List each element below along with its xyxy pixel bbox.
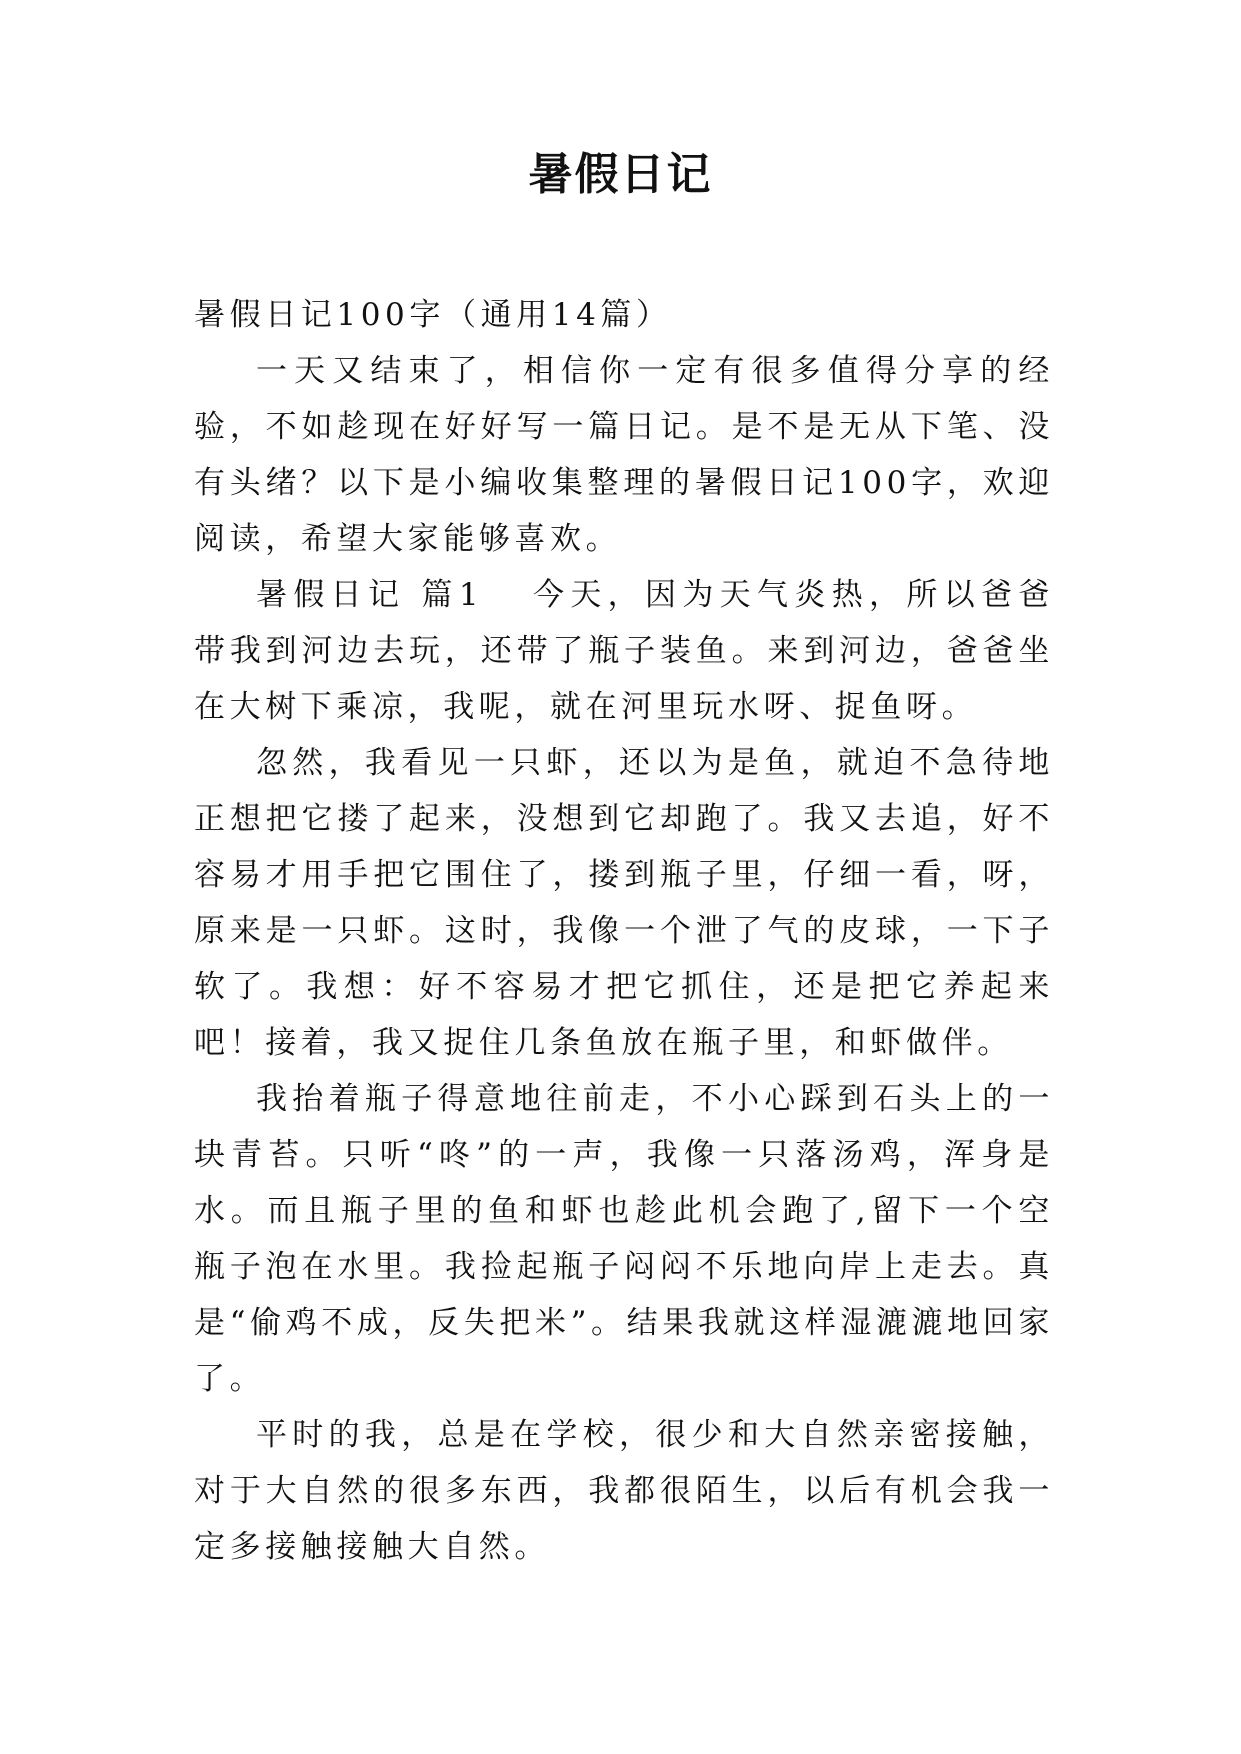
entry-paragraph-text: 今天，因为天气炎热，所以爸爸带我到河边去玩，还带了瓶子装鱼。来到河边，爸爸坐在大树下乘凉，我呢，就在河里玩水呀、捉鱼呀。 xyxy=(194,577,1055,725)
entry-heading: 暑假日记 篇1 xyxy=(256,577,484,613)
entry-paragraph-1 xyxy=(194,567,1054,735)
document-body xyxy=(194,287,1054,1575)
document-title: 暑假日记 xyxy=(528,149,713,200)
entry-paragraph-4: 平时的我，总是在学校，很少和大自然亲密接触，对于大自然的很多东西，我都很陌生，以后有机会我一定多接触接触大自然。 xyxy=(194,1417,1054,1565)
document-subtitle: 暑假日记100字（通用14篇） xyxy=(194,297,672,333)
intro-paragraph: 一天又结束了，相信你一定有很多值得分享的经验，不如趁现在好好写一篇日记。是不是无从下笔、没有头绪？以下是小编收集整理的暑假日记100字，欢迎阅读，希望大家能够喜欢。 xyxy=(194,353,1054,557)
entry-paragraph-2: 忽然，我看见一只虾，还以为是鱼，就迫不急待地正想把它搂了起来，没想到它却跑了。我又去追，好不容易才用手把它围住了，搂到瓶子里，仔细一看，呀，原来是一只虾。这时，我像一个泄了气的皮球，一下子软了。我想：好不容易才把它抓住，还是把它养起来吧！接着，我又捉住几条鱼放在瓶子里，和虾做伴。 xyxy=(194,745,1054,1061)
entry-paragraph-3: 我抬着瓶子得意地往前走，不小心踩到石头上的一块青苔。只听“咚”的一声，我像一只落汤鸡，浑身是水。而且瓶子里的鱼和虾也趁此机会跑了,留下一个空瓶子泡在水里。我捡起瓶子闷闷不乐地向岸上走去。真是“偷鸡不成，反失把米”。结果我就这样湿漉漉地回家了。 xyxy=(194,1081,1054,1397)
